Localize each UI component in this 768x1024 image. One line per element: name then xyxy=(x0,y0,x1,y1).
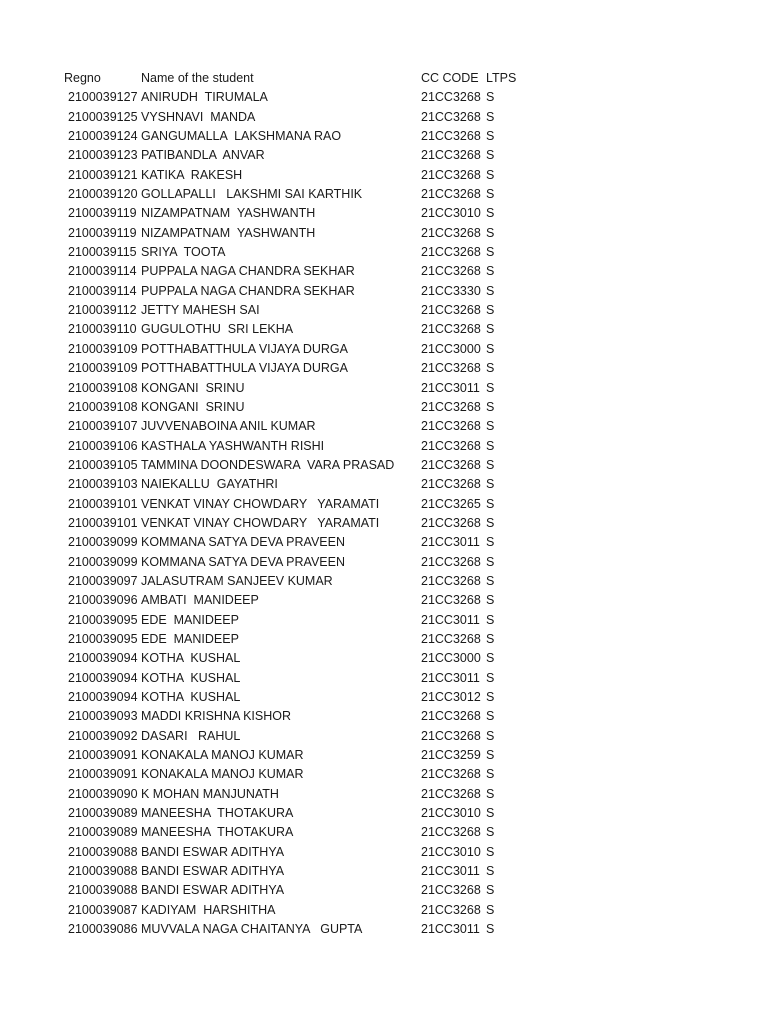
table-row xyxy=(0,379,768,398)
row-ltps: S xyxy=(486,883,495,898)
table-row xyxy=(0,166,768,185)
row-ltps: S xyxy=(486,535,495,550)
row-ltps: S xyxy=(486,612,495,627)
table-row xyxy=(0,243,768,262)
row-ltps: S xyxy=(486,206,495,221)
row-student-name: NIZAMPATNAM YASHWANTH xyxy=(141,225,316,240)
row-cc-code: 21CC3268 xyxy=(421,148,481,163)
row-student-name: KATIKA RAKESH xyxy=(141,167,243,182)
row-student-name: SRIYA TOOTA xyxy=(141,245,226,260)
row-cc-code: 21CC3268 xyxy=(421,883,481,898)
table-header-row xyxy=(0,69,768,88)
row-student-name: GOLLAPALLI LAKSHMI SAI KARTHIK xyxy=(141,187,363,202)
row-student-name: PATIBANDLA ANVAR xyxy=(141,148,265,163)
table-row xyxy=(0,204,768,223)
row-cc-code: 21CC3010 xyxy=(421,844,481,859)
row-cc-code: 21CC3012 xyxy=(421,690,481,704)
row-cc-code: 21CC3268 xyxy=(421,167,481,182)
row-cc-code: 21CC3268 xyxy=(421,709,481,724)
row-student-name: PUPPALA NAGA CHANDRA SEKHAR xyxy=(141,283,355,298)
row-ltps: S xyxy=(486,690,495,704)
row-regno: 2100039096 xyxy=(68,593,138,608)
row-cc-code: 21CC3010 xyxy=(421,806,481,821)
row-ltps: S xyxy=(486,283,495,298)
table-row xyxy=(0,514,768,533)
table-row xyxy=(0,746,768,765)
row-ltps: S xyxy=(486,496,495,511)
row-student-name: EDE MANIDEEP xyxy=(141,631,239,646)
row-ltps: S xyxy=(486,651,495,666)
row-student-name: BANDI ESWAR ADITHYA xyxy=(141,864,285,879)
row-cc-code: 21CC3268 xyxy=(421,728,481,743)
table-row xyxy=(0,185,768,204)
row-ltps: S xyxy=(486,593,495,608)
row-regno: 2100039112 xyxy=(68,303,137,318)
row-regno: 2100039127 xyxy=(68,90,138,105)
row-cc-code: 21CC3011 xyxy=(421,922,480,937)
row-student-name: POTTHABATTHULA VIJAYA DURGA xyxy=(141,341,348,356)
row-cc-code: 21CC3011 xyxy=(421,380,480,395)
row-ltps: S xyxy=(486,380,495,395)
row-ltps: S xyxy=(486,825,495,840)
row-regno: 2100039114 xyxy=(68,264,137,279)
table-row xyxy=(0,262,768,281)
row-regno: 2100039123 xyxy=(68,148,138,163)
row-regno: 2100039119 xyxy=(68,206,137,221)
row-cc-code: 21CC3268 xyxy=(421,187,481,202)
row-regno: 2100039108 xyxy=(68,380,138,395)
table-row xyxy=(0,224,768,243)
row-ltps: S xyxy=(486,806,495,821)
row-student-name: KOTHA KUSHAL xyxy=(141,651,241,666)
row-regno: 2100039086 xyxy=(68,922,138,937)
row-ltps: S xyxy=(486,109,495,124)
row-student-name: KOMMANA SATYA DEVA PRAVEEN xyxy=(141,554,345,569)
row-regno: 2100039119 xyxy=(68,225,137,240)
table-row xyxy=(0,591,768,610)
row-student-name: TAMMINA DOONDESWARA VARA PRASAD xyxy=(141,457,395,472)
table-row xyxy=(0,920,768,939)
row-cc-code: 21CC3268 xyxy=(421,825,481,840)
row-ltps: S xyxy=(486,709,495,724)
row-student-name: KADIYAM HARSHITHA xyxy=(141,902,276,917)
row-ltps: S xyxy=(486,225,495,240)
table-row xyxy=(0,649,768,668)
row-ltps: S xyxy=(486,90,495,105)
row-regno: 2100039106 xyxy=(68,438,138,453)
row-ltps: S xyxy=(486,515,495,530)
row-student-name: PUPPALA NAGA CHANDRA SEKHAR xyxy=(141,264,355,279)
row-student-name: BANDI ESWAR ADITHYA xyxy=(141,844,285,859)
table-row xyxy=(0,727,768,746)
row-cc-code: 21CC3011 xyxy=(421,864,480,879)
row-ltps: S xyxy=(486,902,495,917)
row-student-name: JUVVENABOINA ANIL KUMAR xyxy=(141,419,316,434)
row-ltps: S xyxy=(486,167,495,182)
row-cc-code: 21CC3259 xyxy=(421,748,481,763)
row-regno: 2100039092 xyxy=(68,728,138,743)
row-regno: 2100039101 xyxy=(68,496,138,511)
row-cc-code: 21CC3268 xyxy=(421,264,481,279)
row-regno: 2100039088 xyxy=(68,864,138,879)
row-regno: 2100039107 xyxy=(68,419,138,434)
table-row xyxy=(0,707,768,726)
row-cc-code: 21CC3268 xyxy=(421,303,481,318)
row-student-name: NAIEKALLU GAYATHRI xyxy=(141,477,278,492)
row-cc-code: 21CC3268 xyxy=(421,361,481,376)
table-row xyxy=(0,572,768,591)
table-row xyxy=(0,146,768,165)
row-student-name: VENKAT VINAY CHOWDARY YARAMATI xyxy=(141,515,380,530)
table-row xyxy=(0,862,768,881)
table-row xyxy=(0,823,768,842)
row-regno: 2100039121 xyxy=(68,167,138,182)
row-student-name: KASTHALA YASHWANTH RISHI xyxy=(141,438,325,453)
row-cc-code: 21CC3268 xyxy=(421,593,481,608)
row-ltps: S xyxy=(486,361,495,376)
table-row xyxy=(0,417,768,436)
row-cc-code: 21CC3268 xyxy=(421,419,481,434)
row-regno: 2100039089 xyxy=(68,806,138,821)
row-regno: 2100039090 xyxy=(68,786,138,801)
row-student-name: KOTHA KUSHAL xyxy=(141,670,241,685)
row-cc-code: 21CC3268 xyxy=(421,245,481,260)
row-cc-code: 21CC3268 xyxy=(421,129,481,144)
student-table xyxy=(0,69,768,939)
table-body xyxy=(0,88,768,939)
row-student-name: KONAKALA MANOJ KUMAR xyxy=(141,767,304,782)
row-ltps: S xyxy=(486,786,495,801)
row-regno: 2100039114 xyxy=(68,283,137,298)
row-student-name: NIZAMPATNAM YASHWANTH xyxy=(141,206,316,221)
row-cc-code: 21CC3268 xyxy=(421,767,481,782)
table-row xyxy=(0,785,768,804)
row-ltps: S xyxy=(486,245,495,260)
header-cc-code: CC CODE xyxy=(421,71,479,85)
row-cc-code: 21CC3268 xyxy=(421,902,481,917)
row-regno: 2100039097 xyxy=(68,573,138,588)
row-regno: 2100039099 xyxy=(68,535,138,550)
row-cc-code: 21CC3011 xyxy=(421,670,480,685)
row-ltps: S xyxy=(486,399,495,414)
row-regno: 2100039115 xyxy=(68,245,137,260)
table-row xyxy=(0,398,768,417)
row-ltps: S xyxy=(486,148,495,163)
row-ltps: S xyxy=(486,748,495,763)
row-student-name: KOTHA KUSHAL xyxy=(141,690,241,704)
table-row xyxy=(0,456,768,475)
row-regno: 2100039099 xyxy=(68,554,138,569)
row-regno: 2100039094 xyxy=(68,670,138,685)
row-student-name: MUVVALA NAGA CHAITANYA GUPTA xyxy=(141,922,363,937)
row-cc-code: 21CC3000 xyxy=(421,341,481,356)
row-student-name: MADDI KRISHNA KISHOR xyxy=(141,709,292,724)
row-student-name: GANGUMALLA LAKSHMANA RAO xyxy=(141,129,342,144)
row-regno: 2100039094 xyxy=(68,690,138,704)
row-regno: 2100039109 xyxy=(68,341,138,356)
row-ltps: S xyxy=(486,922,495,937)
row-cc-code: 21CC3268 xyxy=(421,322,481,337)
table-row xyxy=(0,495,768,514)
row-student-name: VENKAT VINAY CHOWDARY YARAMATI xyxy=(141,496,380,511)
row-cc-code: 21CC3000 xyxy=(421,651,481,666)
table-row xyxy=(0,688,768,707)
row-regno: 2100039088 xyxy=(68,883,138,898)
row-regno: 2100039093 xyxy=(68,709,138,724)
row-student-name: EDE MANIDEEP xyxy=(141,612,239,627)
row-cc-code: 21CC3268 xyxy=(421,786,481,801)
row-student-name: GUGULOTHU SRI LEKHA xyxy=(141,322,294,337)
table-row xyxy=(0,630,768,649)
row-regno: 2100039103 xyxy=(68,477,138,492)
table-row xyxy=(0,881,768,900)
row-ltps: S xyxy=(486,341,495,356)
row-regno: 2100039095 xyxy=(68,612,138,627)
row-ltps: S xyxy=(486,457,495,472)
table-row xyxy=(0,320,768,339)
table-row xyxy=(0,282,768,301)
row-cc-code: 21CC3268 xyxy=(421,573,481,588)
row-cc-code: 21CC3011 xyxy=(421,612,480,627)
table-row xyxy=(0,843,768,862)
table-row xyxy=(0,301,768,320)
row-ltps: S xyxy=(486,554,495,569)
row-cc-code: 21CC3268 xyxy=(421,631,481,646)
row-regno: 2100039110 xyxy=(68,322,137,337)
row-ltps: S xyxy=(486,438,495,453)
row-regno: 2100039087 xyxy=(68,902,138,917)
row-ltps: S xyxy=(486,477,495,492)
row-ltps: S xyxy=(486,631,495,646)
row-student-name: KONGANI SRINU xyxy=(141,399,245,414)
row-student-name: KOMMANA SATYA DEVA PRAVEEN xyxy=(141,535,345,550)
row-student-name: MANEESHA THOTAKURA xyxy=(141,825,294,840)
header-regno: Regno xyxy=(64,71,101,85)
table-row xyxy=(0,340,768,359)
row-student-name: BANDI ESWAR ADITHYA xyxy=(141,883,285,898)
row-cc-code: 21CC3011 xyxy=(421,535,480,550)
row-cc-code: 21CC3268 xyxy=(421,515,481,530)
row-regno: 2100039088 xyxy=(68,844,138,859)
table-row xyxy=(0,669,768,688)
row-cc-code: 21CC3330 xyxy=(421,283,481,298)
table-row xyxy=(0,88,768,107)
table-row xyxy=(0,804,768,823)
row-cc-code: 21CC3268 xyxy=(421,90,481,105)
row-regno: 2100039108 xyxy=(68,399,138,414)
row-ltps: S xyxy=(486,864,495,879)
row-regno: 2100039120 xyxy=(68,187,138,202)
row-student-name: KONGANI SRINU xyxy=(141,380,245,395)
row-ltps: S xyxy=(486,322,495,337)
row-cc-code: 21CC3268 xyxy=(421,457,481,472)
table-row xyxy=(0,901,768,920)
row-student-name: AMBATI MANIDEEP xyxy=(141,593,259,608)
row-student-name: JALASUTRAM SANJEEV KUMAR xyxy=(141,573,333,588)
row-regno: 2100039124 xyxy=(68,129,138,144)
header-ltps: LTPS xyxy=(486,71,517,85)
row-student-name: ANIRUDH TIRUMALA xyxy=(141,90,268,105)
row-regno: 2100039095 xyxy=(68,631,138,646)
table-row xyxy=(0,108,768,127)
row-regno: 2100039125 xyxy=(68,109,138,124)
row-cc-code: 21CC3268 xyxy=(421,109,481,124)
row-student-name: MANEESHA THOTAKURA xyxy=(141,806,294,821)
row-cc-code: 21CC3265 xyxy=(421,496,481,511)
row-cc-code: 21CC3268 xyxy=(421,399,481,414)
row-cc-code: 21CC3268 xyxy=(421,225,481,240)
row-ltps: S xyxy=(486,844,495,859)
table-row xyxy=(0,127,768,146)
row-cc-code: 21CC3010 xyxy=(421,206,481,221)
row-student-name: VYSHNAVI MANDA xyxy=(141,109,256,124)
header-name: Name of the student xyxy=(141,71,254,85)
table-row xyxy=(0,553,768,572)
table-row xyxy=(0,533,768,552)
table-row xyxy=(0,437,768,456)
row-student-name: K MOHAN MANJUNATH xyxy=(141,786,279,801)
table-row xyxy=(0,475,768,494)
row-ltps: S xyxy=(486,303,495,318)
row-ltps: S xyxy=(486,670,495,685)
row-cc-code: 21CC3268 xyxy=(421,438,481,453)
row-ltps: S xyxy=(486,187,495,202)
row-regno: 2100039101 xyxy=(68,515,138,530)
table-row xyxy=(0,765,768,784)
table-row xyxy=(0,611,768,630)
row-ltps: S xyxy=(486,728,495,743)
row-regno: 2100039109 xyxy=(68,361,138,376)
row-regno: 2100039094 xyxy=(68,651,138,666)
row-student-name: POTTHABATTHULA VIJAYA DURGA xyxy=(141,361,348,376)
row-student-name: JETTY MAHESH SAI xyxy=(141,303,260,318)
row-cc-code: 21CC3268 xyxy=(421,477,481,492)
row-ltps: S xyxy=(486,573,495,588)
row-regno: 2100039105 xyxy=(68,457,138,472)
row-regno: 2100039091 xyxy=(68,767,138,782)
row-ltps: S xyxy=(486,419,495,434)
row-ltps: S xyxy=(486,129,495,144)
row-student-name: DASARI RAHUL xyxy=(141,728,241,743)
row-cc-code: 21CC3268 xyxy=(421,554,481,569)
table-row xyxy=(0,359,768,378)
row-regno: 2100039091 xyxy=(68,748,138,763)
row-student-name: KONAKALA MANOJ KUMAR xyxy=(141,748,304,763)
row-ltps: S xyxy=(486,767,495,782)
row-regno: 2100039089 xyxy=(68,825,138,840)
row-ltps: S xyxy=(486,264,495,279)
